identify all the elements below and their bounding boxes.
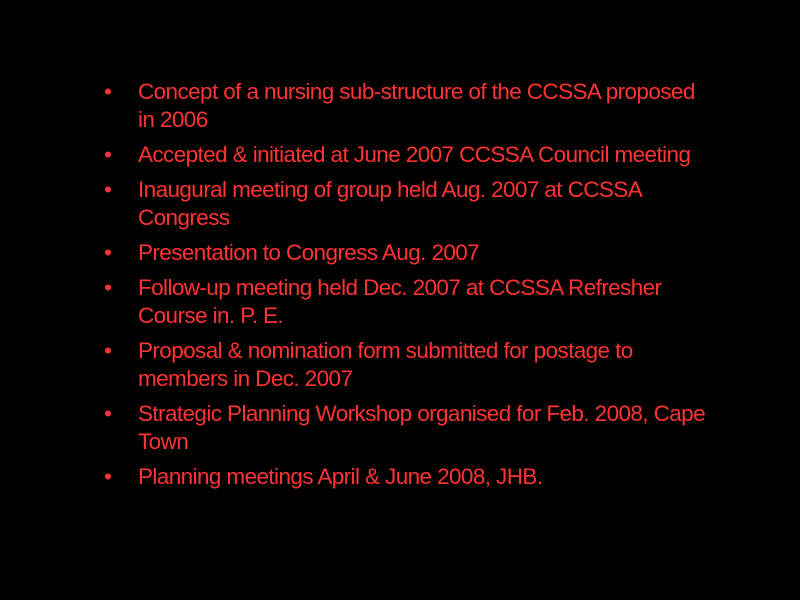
list-item [104, 337, 744, 393]
bullet-text: Inaugural meeting of group held Aug. 2007 at CCSSA Congress [138, 177, 643, 230]
bullet-icon: • [104, 275, 112, 300]
list-item [104, 239, 744, 267]
list-item [104, 141, 744, 169]
bullet-icon: • [104, 142, 112, 167]
bullet-icon: • [104, 79, 112, 104]
bullet-icon: • [104, 240, 112, 265]
bullet-text: Planning meetings April & June 2008, JHB. [138, 464, 543, 489]
list-item [104, 400, 744, 456]
bullet-icon: • [104, 338, 112, 363]
bullet-icon: • [104, 464, 112, 489]
list-item [104, 78, 744, 134]
list-item [104, 463, 744, 491]
bullet-text: Presentation to Congress Aug. 2007 [138, 240, 480, 265]
bullet-text: Concept of a nursing sub-structure of the CCSSA proposed in 2006 [138, 79, 695, 132]
bullet-icon: • [104, 401, 112, 426]
bullet-text: Strategic Planning Workshop organised for Feb. 2008, Cape Town [138, 401, 705, 454]
list-item [104, 274, 744, 330]
bullet-text: Follow-up meeting held Dec. 2007 at CCSSA Refresher Course in. P. E. [138, 275, 662, 328]
bullet-text: Proposal & nomination form submitted for postage to members in Dec. 2007 [138, 338, 633, 391]
bullet-text: Accepted & initiated at June 2007 CCSSA Council meeting [138, 142, 691, 167]
bullet-list [104, 78, 744, 498]
list-item [104, 176, 744, 232]
bullet-icon: • [104, 177, 112, 202]
